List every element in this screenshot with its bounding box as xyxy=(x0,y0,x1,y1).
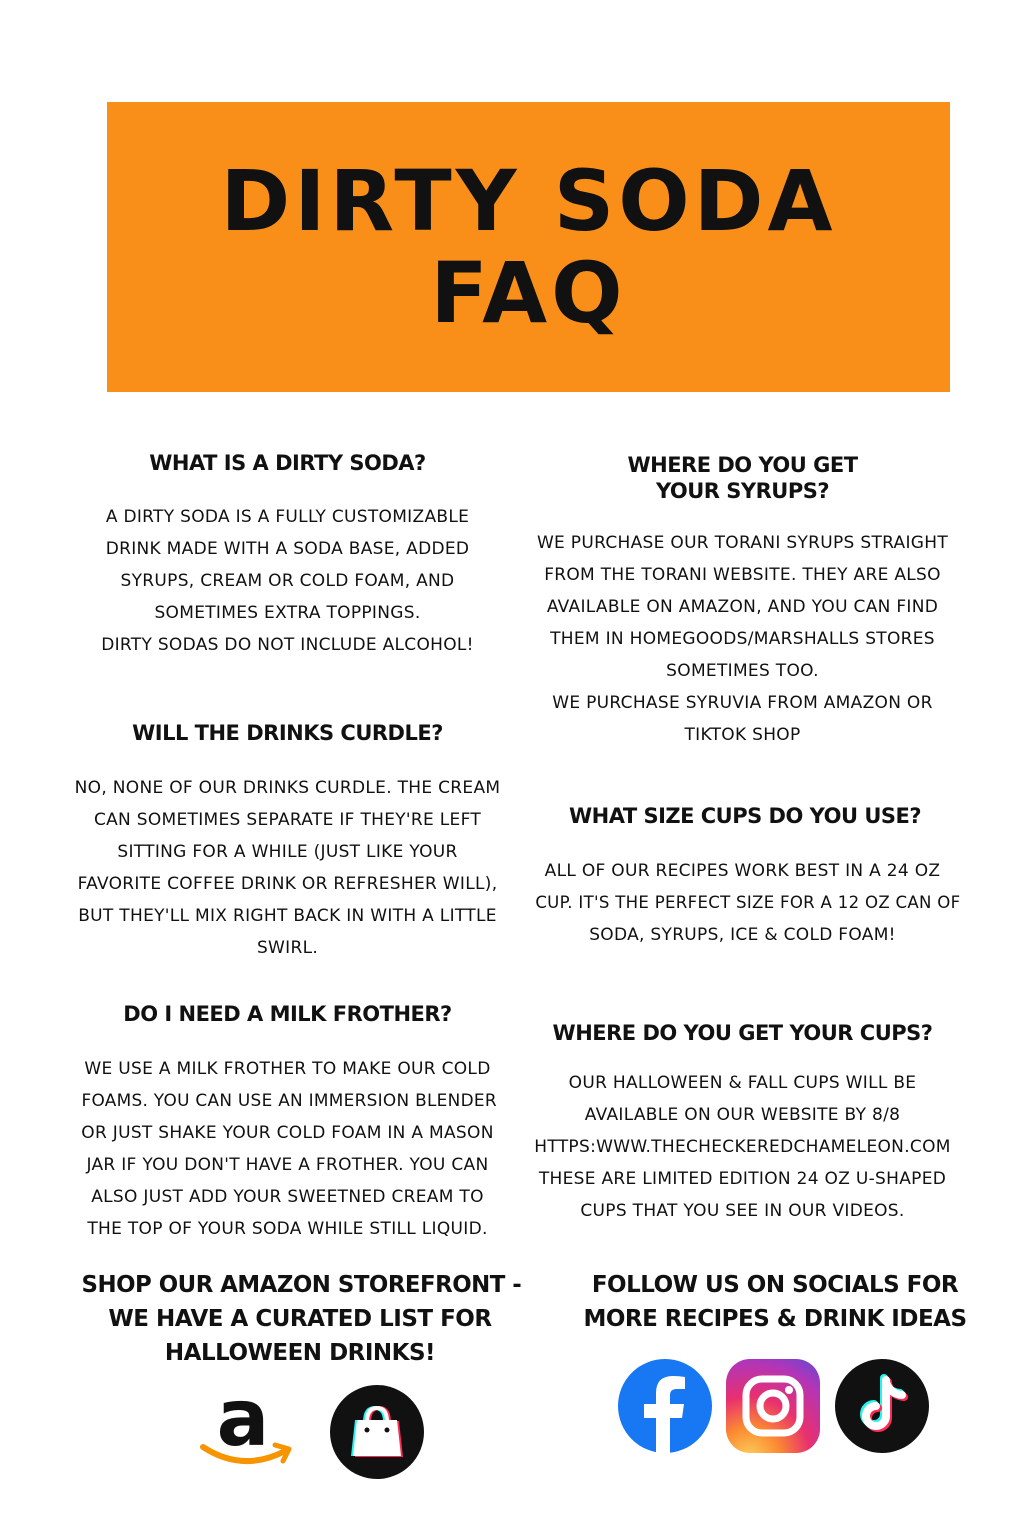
answer-line: SITTING FOR A WHILE (JUST LIKE YOUR xyxy=(117,842,458,862)
answer-line: THEM IN HOMEGOODS/MARSHALLS STORES xyxy=(550,629,935,649)
question-text: WHAT IS A DIRTY SODA? xyxy=(149,451,426,475)
answer-line: SOMETIMES EXTRA TOPPINGS. xyxy=(154,603,421,623)
answer-line: A DIRTY SODA IS A FULLY CUSTOMIZABLE xyxy=(105,507,470,527)
answer-line: SOMETIMES TOO. xyxy=(666,661,819,681)
answer-line: CUP. IT'S THE PERFECT SIZE FOR A 12 OZ CAN OF xyxy=(535,893,961,913)
cta-line: WE HAVE A CURATED LIST FOR xyxy=(108,1306,492,1332)
question-text: WHAT SIZE CUPS DO YOU USE? xyxy=(568,804,922,828)
answer-line: WE PURCHASE SYRUVIA FROM AMAZON OR xyxy=(552,693,933,713)
faq-answer-what-is-dirty-soda xyxy=(90,501,485,661)
answer-line: CAN SOMETIMES SEPARATE IF THEY'RE LEFT xyxy=(93,810,482,830)
faq-answer-cup-size xyxy=(530,855,961,951)
faq-answer-will-drinks-curdle xyxy=(70,772,505,964)
tiktok-icon[interactable] xyxy=(834,1358,930,1454)
faq-question-where-cups xyxy=(525,1020,960,1046)
socials-cta xyxy=(570,1268,980,1336)
question-text: WILL THE DRINKS CURDLE? xyxy=(132,721,443,745)
page-title-line-1: DIRTY SODA xyxy=(220,152,837,250)
instagram-icon[interactable] xyxy=(725,1358,821,1454)
faq-question-will-drinks-curdle xyxy=(90,720,485,746)
faq-question-cup-size xyxy=(540,803,950,829)
answer-line: OR JUST SHAKE YOUR COLD FOAM IN A MASON xyxy=(81,1123,494,1143)
answer-line: SODA, SYRUPS, ICE & COLD FOAM! xyxy=(589,925,896,945)
title-banner xyxy=(107,102,950,392)
shopping-bag-icon[interactable] xyxy=(329,1384,425,1480)
answer-line: NO, NONE OF OUR DRINKS CURDLE. THE CREAM xyxy=(74,778,501,798)
answer-line: FOAMS. YOU CAN USE AN IMMERSION BLENDER xyxy=(81,1091,497,1111)
answer-line: FROM THE TORANI WEBSITE. THEY ARE ALSO xyxy=(544,565,941,585)
cta-line: HALLOWEEN DRINKS! xyxy=(164,1340,436,1366)
answer-line: ALL OF OUR RECIPES WORK BEST IN A 24 OZ xyxy=(544,861,941,881)
answer-line: CUPS THAT YOU SEE IN OUR VIDEOS. xyxy=(580,1201,905,1221)
svg-text:a: a xyxy=(216,1383,270,1464)
faq-question-what-is-dirty-soda xyxy=(90,450,485,476)
question-text: WHERE DO YOU GET YOUR CUPS? xyxy=(552,1021,933,1045)
question-text: WHERE DO YOU GET xyxy=(627,453,858,477)
faq-answer-where-syrups xyxy=(530,527,955,751)
cta-line: SHOP OUR AMAZON STOREFRONT - xyxy=(81,1272,522,1298)
cta-line: FOLLOW US ON SOCIALS FOR xyxy=(591,1272,959,1298)
question-text: YOUR SYRUPS? xyxy=(655,479,830,503)
answer-line: WE USE A MILK FROTHER TO MAKE OUR COLD xyxy=(84,1059,491,1079)
answer-line: SYRUPS, CREAM OR COLD FOAM, AND xyxy=(120,571,455,591)
amazon-storefront-cta xyxy=(80,1268,520,1370)
faq-answer-milk-frother xyxy=(80,1053,495,1245)
answer-line: THESE ARE LIMITED EDITION 24 OZ U-SHAPED xyxy=(538,1169,947,1189)
answer-line: AVAILABLE ON AMAZON, AND YOU CAN FIND xyxy=(546,597,939,617)
answer-line: THE TOP OF YOUR SODA WHILE STILL LIQUID. xyxy=(87,1219,488,1239)
answer-line: DRINK MADE WITH A SODA BASE, ADDED xyxy=(105,539,470,559)
answer-line: ALSO JUST ADD YOUR SWEETNED CREAM TO xyxy=(91,1187,484,1207)
answer-line: FAVORITE COFFEE DRINK OR REFRESHER WILL), xyxy=(77,874,498,894)
faq-answer-where-cups xyxy=(530,1067,955,1227)
amazon-logo-icon[interactable] xyxy=(197,1383,297,1473)
cta-line: MORE RECIPES & DRINK IDEAS xyxy=(583,1306,967,1332)
faq-question-where-syrups xyxy=(540,452,945,504)
answer-line: WE PURCHASE OUR TORANI SYRUPS STRAIGHT xyxy=(536,533,949,553)
answer-line: DIRTY SODAS DO NOT INCLUDE ALCOHOL! xyxy=(101,635,474,655)
answer-line: JAR IF YOU DON'T HAVE A FROTHER. YOU CAN xyxy=(86,1155,489,1175)
answer-line: SWIRL. xyxy=(256,938,319,958)
answer-line: TIKTOK SHOP xyxy=(684,725,801,745)
answer-line: OUR HALLOWEEN & FALL CUPS WILL BE xyxy=(568,1073,917,1093)
question-text: DO I NEED A MILK FROTHER? xyxy=(123,1002,452,1026)
facebook-icon[interactable] xyxy=(617,1358,713,1454)
page-title-line-2: FAQ xyxy=(430,244,627,342)
answer-line: BUT THEY'LL MIX RIGHT BACK IN WITH A LITTLE xyxy=(78,906,497,926)
website-link[interactable]: HTTPS:WWW.THECHECKEREDCHAMELEON.COM xyxy=(534,1137,951,1157)
faq-question-milk-frother xyxy=(90,1001,485,1027)
answer-line: AVAILABLE ON OUR WEBSITE BY 8/8 xyxy=(584,1105,901,1125)
